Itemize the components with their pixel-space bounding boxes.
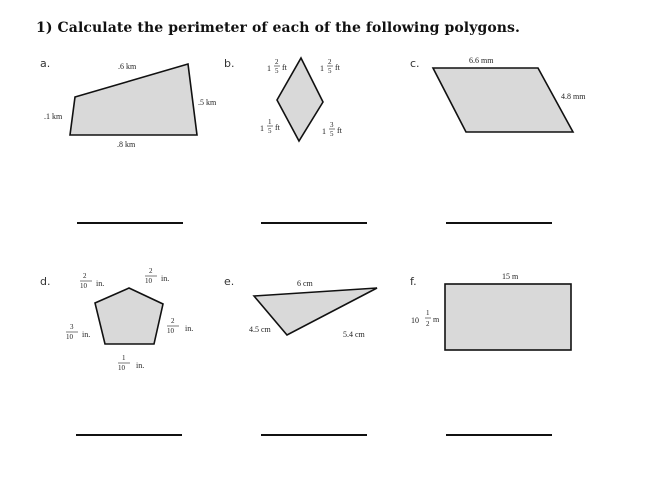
problem-label-e: e. [224, 275, 235, 288]
svg-text:2: 2 [171, 317, 175, 325]
svg-text:10: 10 [118, 364, 125, 372]
svg-text:2: 2 [149, 267, 153, 275]
svg-text:10: 10 [80, 282, 87, 290]
side-label-b-top-left [267, 58, 288, 75]
answer-line-c[interactable] [446, 222, 552, 224]
svg-text:5: 5 [268, 127, 272, 135]
side-label-f-left [411, 309, 440, 328]
svg-text:ft: ft [275, 123, 280, 132]
problem-label-b: b. [224, 57, 235, 70]
side-label-c-top: 6.6 mm [469, 56, 494, 65]
side-label-d-right [167, 317, 193, 335]
svg-text:in.: in. [96, 279, 105, 288]
side-label-b-top-right [320, 58, 341, 75]
polygon-e [254, 288, 377, 335]
svg-text:in.: in. [136, 361, 145, 370]
svg-text:in.: in. [185, 324, 194, 333]
svg-text:1: 1 [426, 309, 430, 317]
side-label-a-top: .6 km [118, 62, 137, 71]
svg-text:in.: in. [161, 274, 170, 283]
answer-line-e[interactable] [261, 434, 367, 436]
svg-text:10: 10 [66, 333, 73, 341]
problem-label-c: c. [410, 57, 420, 70]
answer-line-a[interactable] [77, 222, 183, 224]
svg-text:in.: in. [82, 330, 91, 339]
svg-text:2: 2 [83, 272, 87, 280]
polygon-c [433, 68, 573, 132]
side-label-b-bottom-left [260, 118, 281, 135]
polygon-f [445, 284, 571, 350]
svg-text:ft: ft [335, 63, 340, 72]
svg-text:3: 3 [70, 323, 74, 331]
svg-text:2: 2 [328, 58, 332, 66]
svg-text:1: 1 [268, 118, 272, 126]
problem-label-f: f. [410, 275, 417, 288]
side-label-d-top-left [80, 272, 104, 290]
svg-text:2: 2 [275, 58, 279, 66]
problem-label-d: d. [40, 275, 51, 288]
svg-text:5: 5 [328, 67, 332, 75]
side-label-f-top: 15 m [502, 272, 519, 281]
svg-text:m: m [433, 315, 440, 324]
svg-text:5: 5 [275, 67, 279, 75]
svg-text:10: 10 [145, 277, 152, 285]
side-label-d-top-right [145, 267, 169, 285]
side-label-d-left [66, 323, 90, 341]
svg-text:3: 3 [330, 121, 334, 129]
side-label-d-bottom [118, 354, 144, 372]
svg-text:10: 10 [167, 327, 174, 335]
svg-text:ft: ft [337, 126, 342, 135]
svg-text:5: 5 [330, 130, 334, 138]
problem-label-a: a. [40, 57, 51, 70]
worksheet-title: 1) Calculate the perimeter of each of the following polygons. [36, 20, 521, 36]
svg-text:2: 2 [426, 320, 430, 328]
svg-text:1: 1 [122, 354, 126, 362]
svg-text:1: 1 [267, 64, 271, 73]
polygon-d [95, 288, 163, 344]
side-label-e-right: 5.4 cm [343, 330, 365, 339]
svg-text:1: 1 [260, 124, 264, 133]
svg-text:10: 10 [411, 316, 419, 325]
side-label-e-top: 6 cm [297, 279, 313, 288]
svg-text:ft: ft [282, 63, 287, 72]
side-label-a-bottom: .8 km [117, 140, 136, 149]
polygon-a [70, 64, 197, 135]
svg-text:1: 1 [320, 64, 324, 73]
answer-line-d[interactable] [76, 434, 182, 436]
side-label-a-right: .5 km [198, 98, 217, 107]
side-label-e-left: 4.5 cm [249, 325, 271, 334]
side-label-b-bottom-right [322, 121, 343, 138]
svg-text:1: 1 [322, 127, 326, 136]
side-label-c-right: 4.8 mm [561, 92, 586, 101]
answer-line-b[interactable] [261, 222, 367, 224]
answer-line-f[interactable] [446, 434, 552, 436]
side-label-a-left: .1 km [44, 112, 63, 121]
